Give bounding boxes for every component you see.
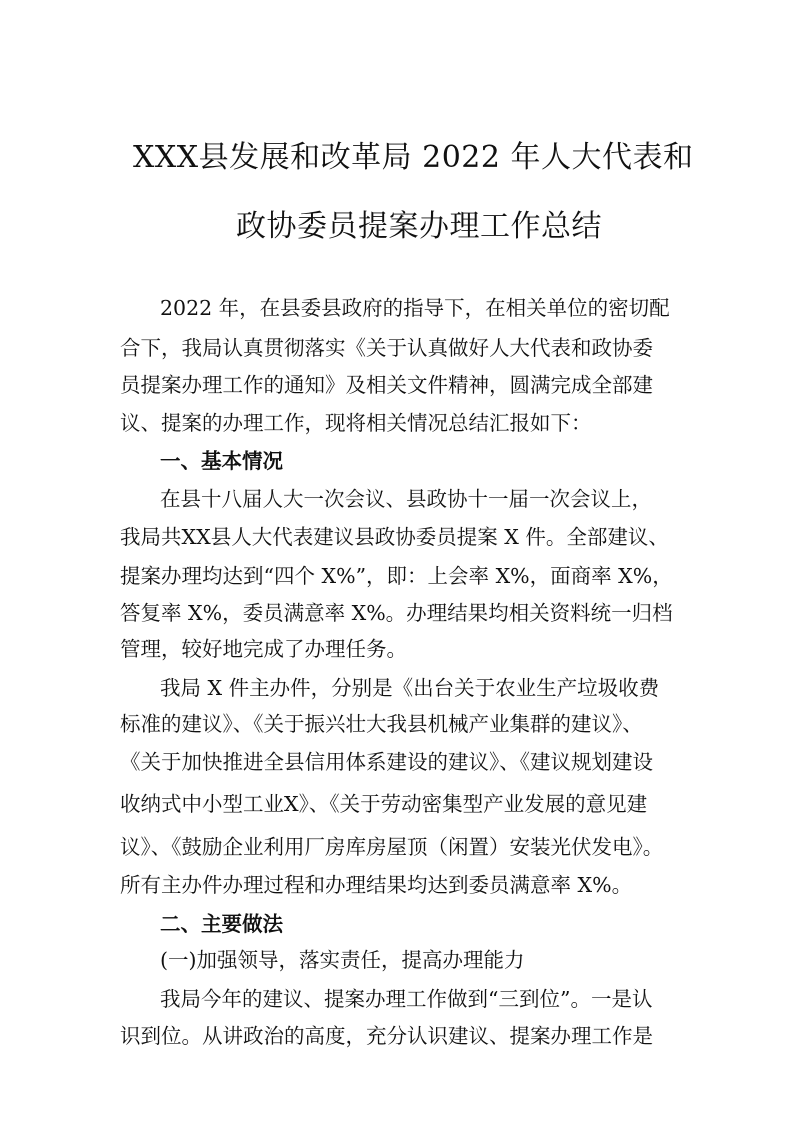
section1-line-1: 在县十八届人大一次会议、县政协十一届一次会议上， [160,487,652,511]
section1-line-3: 提案办理均达到“四个 X%”，即：上会率 X%，面商率 X%， [120,564,673,588]
subsection-heading-1: (一)加强领导，落实责任，提高办理能力 [160,948,525,972]
document-title-line-2: 政协委员提案办理工作总结 [236,209,602,244]
document-title-line-1: XXX县发展和改革局 2022 年人大代表和 [133,140,694,175]
section1-line-5: 管理，较好地完成了办理任务。 [120,637,407,661]
section-heading-practices: 二、主要做法 [160,912,283,936]
section1-p2-line-1: 我局 X 件主办件，分别是《出台关于农业生产垃圾收费 [160,676,660,700]
section1-p2-line-2: 标准的建议》、《关于振兴壮大我县机械产业集群的建议》、 [120,712,643,736]
section1-line-4: 答复率 X%，委员满意率 X%。办理结果均相关资料统一归档 [120,601,673,625]
section1-p2-line-5: 议》、《鼓励企业利用厂房库房屋顶（闲置）安装光伏发电》。 [120,835,664,859]
section1-p2-line-3: 《关于加快推进全县信用体系建设的建议》、《建议规划建设 [120,750,653,774]
intro-line-2: 合下，我局认真贯彻落实《关于认真做好人大代表和政协委 [120,336,653,360]
section2-line-1: 我局今年的建议、提案办理工作做到“三到位”。一是认 [160,987,653,1011]
intro-line-4: 议、提案的办理工作，现将相关情况总结汇报如下： [120,411,592,435]
intro-line-1: 2022 年，在县委县政府的指导下，在相关单位的密切配 [160,296,670,320]
section1-p2-line-6: 所有主办件办理过程和办理结果均达到委员满意率 X%。 [120,873,633,897]
section1-line-2: 我局共XX县人大代表建议县政协委员提案 X 件。全部建议、 [120,525,669,549]
section1-p2-line-4: 收纳式中小型工业X》、《关于劳动密集型产业发展的意见建 [120,792,648,816]
intro-line-3: 员提案办理工作的通知》及相关文件精神，圆满完成全部建 [120,373,653,397]
section-heading-basic: 一、基本情况 [160,449,283,473]
section2-line-2: 识到位。从讲政治的高度，充分认识建议、提案办理工作是 [120,1024,653,1048]
